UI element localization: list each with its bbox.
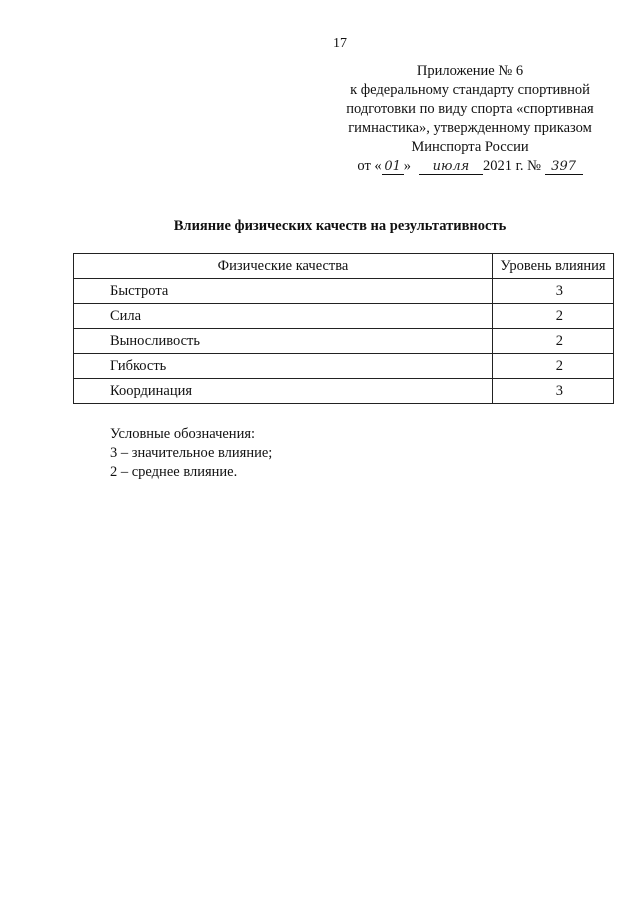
appendix-line: гимнастика», утвержденному приказом — [348, 120, 592, 136]
legend-title: Условные обозначения: — [110, 426, 256, 442]
column-header-quality: Физические качества — [74, 254, 493, 279]
legend-block — [110, 425, 272, 482]
page-number: 17 — [333, 36, 347, 51]
table-row — [74, 304, 614, 329]
quality-name: Гибкость — [74, 354, 493, 379]
influence-level: 2 — [493, 304, 614, 329]
handwritten-month: июля — [419, 159, 483, 175]
quality-name: Сила — [74, 304, 493, 329]
influence-level: 2 — [493, 329, 614, 354]
legend-item: 3 – значительное влияние; — [110, 445, 273, 461]
qualities-table — [73, 253, 614, 404]
table-row — [74, 279, 614, 304]
order-prefix: от « — [357, 158, 382, 174]
handwritten-day: 01 — [382, 159, 404, 175]
order-year: 2021 г. № — [482, 158, 541, 174]
quality-name: Выносливость — [74, 329, 493, 354]
influence-level: 3 — [493, 379, 614, 404]
appendix-block — [320, 62, 620, 176]
table-row — [74, 329, 614, 354]
influence-level: 2 — [493, 354, 614, 379]
appendix-line: Минспорта России — [411, 139, 529, 155]
table-row — [74, 354, 614, 379]
legend-item: 2 – среднее влияние. — [110, 464, 238, 480]
table-row — [74, 379, 614, 404]
quality-name: Быстрота — [74, 279, 493, 304]
appendix-title: Приложение № 6 — [416, 63, 524, 79]
influence-level: 3 — [493, 279, 614, 304]
appendix-line: подготовки по виду спорта «спортивная — [346, 101, 594, 117]
handwritten-order-number: 397 — [545, 159, 583, 175]
table-header-row — [74, 254, 614, 279]
column-header-level: Уровень влияния — [493, 254, 614, 279]
table-heading: Влияние физических качеств на результативность — [173, 218, 507, 234]
order-close-quote: » — [403, 158, 411, 174]
order-date-line — [320, 157, 620, 176]
appendix-line: к федеральному стандарту спортивной — [350, 82, 590, 98]
quality-name: Координация — [74, 379, 493, 404]
